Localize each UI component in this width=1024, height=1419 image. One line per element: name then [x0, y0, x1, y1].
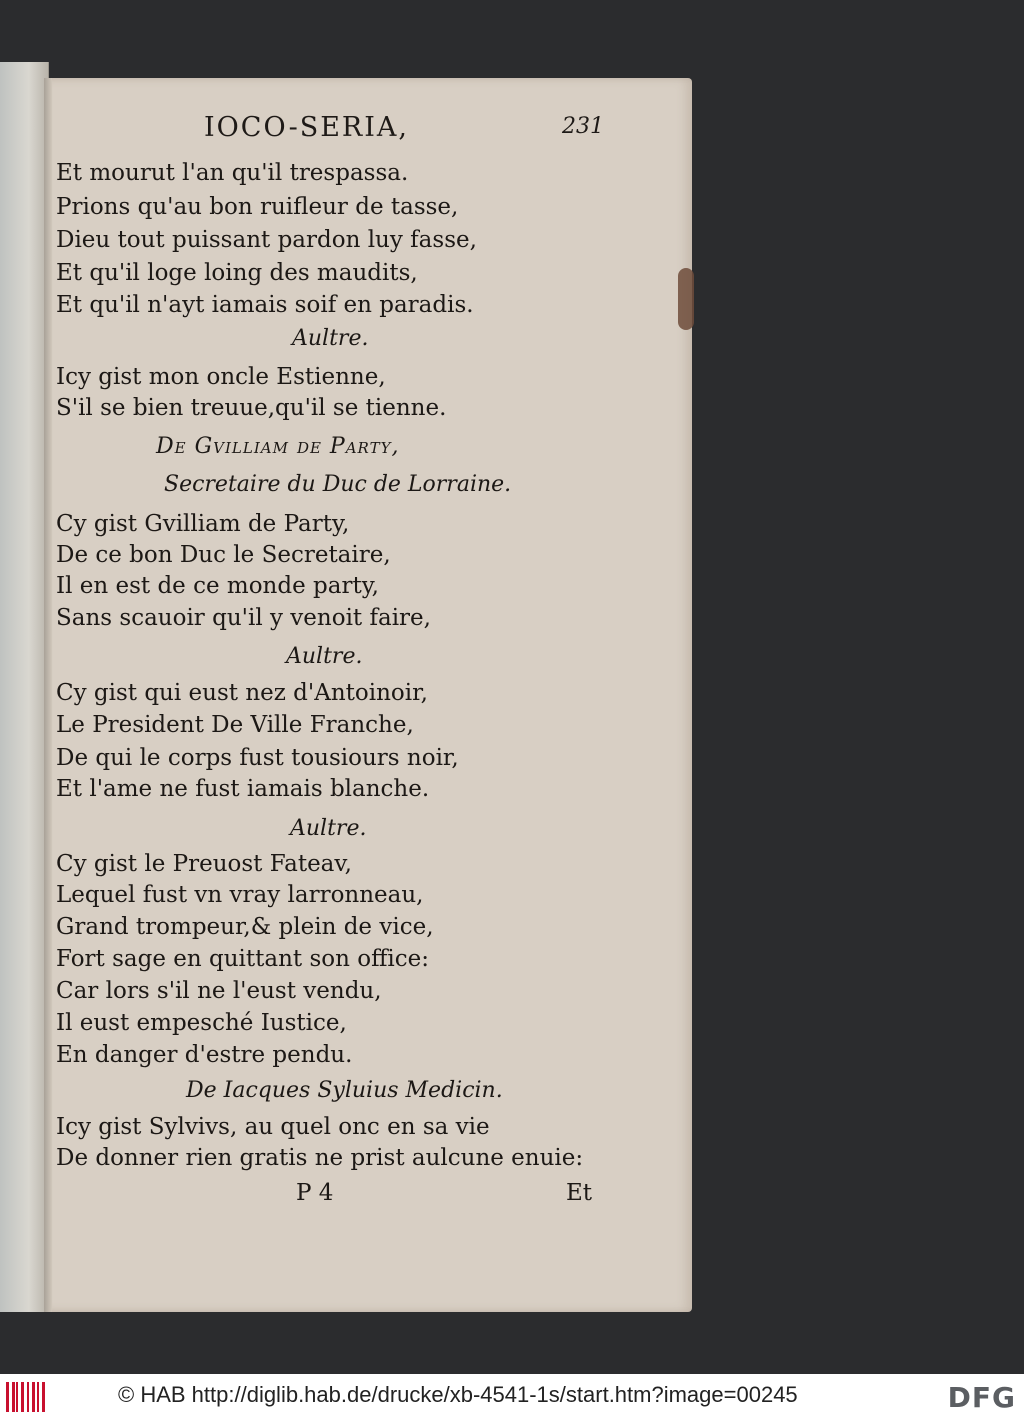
section-heading: Aultre.	[286, 644, 363, 669]
section-heading: Aultre.	[290, 816, 367, 841]
verse-line: Grand trompeur,& plein de vice,	[56, 914, 434, 940]
verse-line: Le President De Ville Franche,	[56, 712, 414, 738]
verse-line: Cy gist le Preuost Fateav,	[56, 851, 352, 877]
verse-line: Dieu tout puissant pardon luy fasse,	[56, 227, 477, 253]
section-heading: De Iacques Syluius Medicin.	[186, 1078, 503, 1103]
verse-line: Cy gist Gvilliam de Party,	[56, 511, 350, 537]
footer-bar	[0, 1374, 1024, 1419]
verse-line: Cy gist qui eust nez d'Antoinoir,	[56, 680, 428, 706]
verse-line: Fort sage en quittant son office:	[56, 946, 430, 972]
hab-barcode-logo-icon	[6, 1382, 46, 1412]
verse-line: Et qu'il n'ayt iamais soif en paradis.	[56, 292, 474, 318]
dfg-logo: DFG	[947, 1381, 1016, 1414]
verse-line: De ce bon Duc le Secretaire,	[56, 542, 391, 568]
verse-line: Sans scauoir qu'il y venoit faire,	[56, 605, 431, 631]
verse-line: En danger d'estre pendu.	[56, 1042, 353, 1068]
verse-line: Icy gist Sylvivs, au quel onc en sa vie	[56, 1114, 490, 1140]
copyright-link[interactable]: © HAB http://diglib.hab.de/drucke/xb-4541-1s/start.htm?image=00245	[118, 1382, 798, 1407]
signature-mark: P 4	[296, 1180, 334, 1206]
verse-line: Et l'ame ne fust iamais blanche.	[56, 776, 430, 802]
verse-line: Lequel fust vn vray larronneau,	[56, 882, 424, 908]
verse-line: Et qu'il loge loing des maudits,	[56, 260, 418, 286]
section-heading: Aultre.	[292, 326, 369, 351]
section-heading: De Gvilliam de Party,	[156, 434, 400, 459]
verse-line: Icy gist mon oncle Estienne,	[56, 364, 386, 390]
verse-line: Car lors s'il ne l'eust vendu,	[56, 978, 382, 1004]
section-subheading: Secretaire du Duc de Lorraine.	[164, 472, 512, 497]
catchword: Et	[566, 1180, 593, 1206]
running-title: IOCO-SERIA,	[204, 112, 409, 143]
verse-line: Il en est de ce monde party,	[56, 573, 379, 599]
verse-line: Il eust empesché Iustice,	[56, 1010, 347, 1036]
verse-line: Prions qu'au bon ruifleur de tasse,	[56, 194, 459, 220]
verse-line: S'il se bien treuue,qu'il se tienne.	[56, 395, 447, 421]
page-number: 231	[562, 114, 604, 139]
verse-line: Et mourut l'an qu'il trespassa.	[56, 160, 409, 186]
verse-line: De donner rien gratis ne prist aulcune enuie:	[56, 1145, 584, 1171]
verse-line: De qui le corps fust tousiours noir,	[56, 745, 459, 771]
